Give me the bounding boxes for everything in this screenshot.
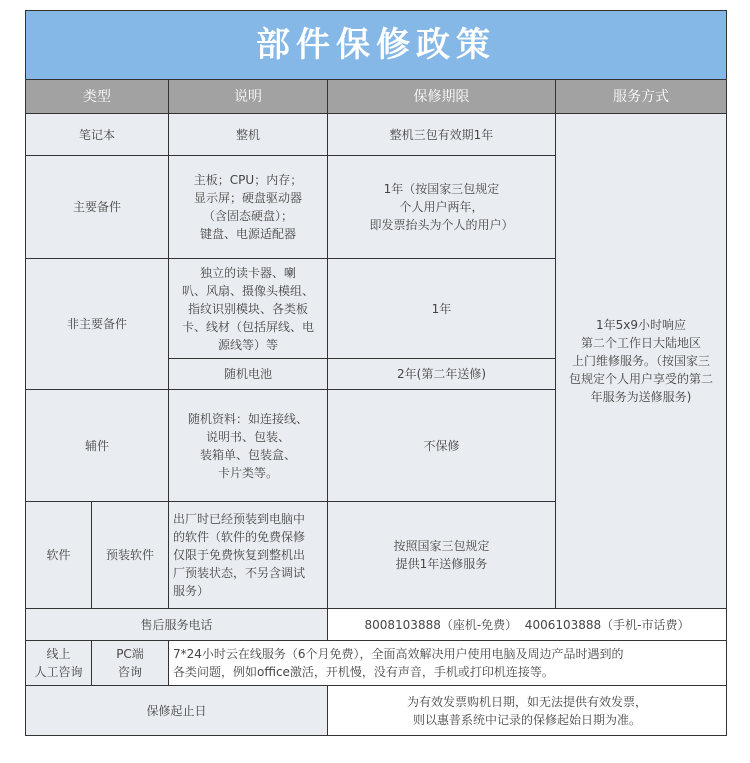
software-description: 出厂时已经预装到电脑中 的软件（软件的免费保修 仅限于免费恢复到整机出 厂预装状态，不另含调试 服务）	[169, 502, 328, 609]
warranty-policy-table	[25, 10, 727, 736]
software-type: 软件	[26, 502, 92, 609]
main-parts-period: 1年（按国家三包规定 个人用户两年， 即发票抬头为个人的用户）	[328, 156, 556, 259]
online-sublabel: PC端 咨询	[92, 641, 169, 686]
service-method-text: 1年5x9小时响应 第二个工作日大陆地区 上门维修服务。（按国家三 包规定个人用户享受的第二 年服务为送修服务)	[556, 114, 727, 609]
non-main-parts-type: 非主要备件	[26, 259, 169, 390]
header-description: 说明	[169, 80, 328, 114]
software-period: 按照国家三包规定 提供1年送修服务	[328, 502, 556, 609]
online-value: 7*24小时云在线服务（6个月免费），全面高效解决用户使用电脑及周边产品时遇到的 各类问题，例如office激活，开机慢，没有声音，手机或打印机连接等。	[169, 641, 727, 686]
online-label: 线上 人工咨询	[26, 641, 92, 686]
accessories-type: 辅件	[26, 390, 169, 502]
software-subtype: 预装软件	[92, 502, 169, 609]
notebook-period: 整机三包有效期1年	[328, 114, 556, 156]
non-main-parts-description: 独立的读卡器、喇 叭、风扇、摄像头模组、 指纹识别模块、各类板 卡、线材（包括屏线、电 源线等）等	[169, 259, 328, 359]
warranty-start-value: 为有效发票购机日期，如无法提供有效发票， 则以惠普系统中记录的保修起始日期为准。	[328, 686, 727, 736]
hotline-value: 8008103888（座机-免费） 4006103888（手机-市话费）	[328, 609, 727, 641]
notebook-description: 整机	[169, 114, 328, 156]
main-parts-description: 主板；CPU；内存； 显示屏；硬盘驱动器 （含固态硬盘）； 键盘、电源适配器	[169, 156, 328, 259]
main-parts-type: 主要备件	[26, 156, 169, 259]
non-main-parts-period: 1年	[328, 259, 556, 359]
page-title: 部件保修政策	[26, 11, 727, 80]
accessories-period: 不保修	[328, 390, 556, 502]
hotline-label: 售后服务电话	[26, 609, 328, 641]
header-warranty-period: 保修期限	[328, 80, 556, 114]
notebook-type: 笔记本	[26, 114, 169, 156]
header-service-method: 服务方式	[556, 80, 727, 114]
warranty-start-label: 保修起止日	[26, 686, 328, 736]
accessories-description: 随机资料：如连接线、 说明书、包装、 装箱单、包装盒、 卡片类等。	[169, 390, 328, 502]
header-type: 类型	[26, 80, 169, 114]
battery-period: 2年(第二年送修)	[328, 359, 556, 390]
battery-description: 随机电池	[169, 359, 328, 390]
